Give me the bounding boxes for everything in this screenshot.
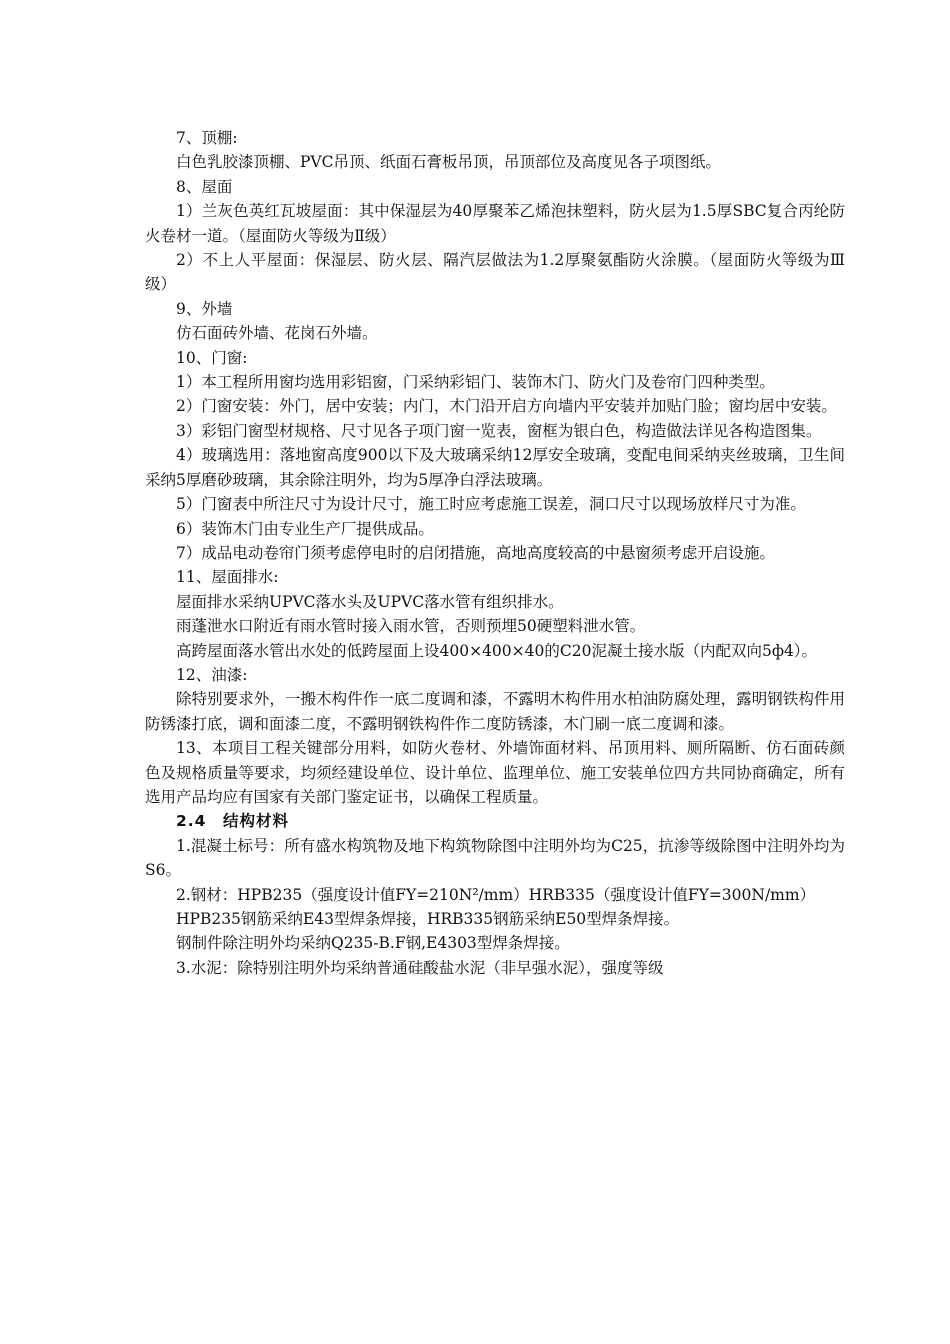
paragraph: 7）成品电动卷帘门须考虑停电时的启闭措施，高地高度较高的中悬窗须考虑开启设施。 — [176, 543, 775, 562]
paragraph: 高跨屋面落水管出水处的低跨屋面上设400×400×40的C20泥凝土接水版（内配双向5ф4）。 — [176, 641, 818, 660]
document-page — [145, 126, 845, 980]
paragraph: 4）玻璃选用：落地窗高度900以下及大玻璃采纳12厚安全玻璃，变配电间采纳夹丝玻璃，卫生间采纳5厚磨砂玻璃，其余除注明外，均为5厚净白浮法玻璃。 — [145, 446, 845, 489]
paragraph: 除特别要求外，一搬木构件作一底二度调和漆，不露明木构件用水柏油防腐处理，露明钢铁构件用防锈漆打底，调和面漆二度，不露明钢铁构件作二度防锈漆，木门刷一底二度调和漆。 — [145, 690, 845, 733]
paragraph: 1.混凝土标号：所有盛水构筑物及地下构筑物除图中注明外均为C25，抗渗等级除图中注明外均为S6。 — [145, 836, 845, 880]
paragraph: 7、顶棚: — [176, 129, 238, 147]
paragraph: 雨蓬泄水口附近有雨水管时接入雨水管，否则预埋50硬塑料泄水管。 — [176, 617, 646, 636]
paragraph: 1）本工程所用窗均选用彩铝窗，门采纳彩铝门、装饰木门、防火门及卷帘门四种类型。 — [176, 373, 775, 392]
paragraph: HPB235钢筋采纳E43型焊条焊接，HRB335钢筋采纳E50型焊条焊接。 — [176, 910, 680, 928]
paragraph: 9、外墙 — [176, 299, 233, 318]
paragraph: 8、屋面 — [176, 177, 233, 196]
paragraph: 10、门窗: — [176, 348, 248, 367]
paragraph: 2）门窗安装：外门，居中安装；内门，木门沿开启方向墙内平安装并加贴门脸；窗均居中安装。 — [176, 397, 837, 416]
paragraph: 13、本项目工程关键部分用料，如防火卷材、外墙饰面材料、吊顶用料、厕所隔断、仿石面砖颜色及规格质量等要求，均须经建设单位、设计单位、监理单位、施工安装单位四方共同协商确定，所有选用产品均应有国家有关部门鉴定证书，以确保工程质量。 — [145, 739, 845, 806]
paragraph: 2）不上人平屋面：保湿层、防火层、隔汽层做法为1.2厚聚氨酯防火涂膜。（屋面防火等级为Ⅲ级） — [145, 251, 845, 294]
paragraph: 3.水泥：除特别注明外均采纳普通硅酸盐水泥（非早强水泥），强度等级 — [176, 958, 664, 977]
paragraph: 2.钢材：HPB235（强度设计值FY=210N²/mm）HRB335（强度设计值FY=300N/mm） — [176, 885, 816, 904]
paragraph: 钢制件除注明外均采纳Q235-B.F钢,E4303型焊条焊接。 — [176, 934, 570, 953]
paragraph: 3）彩铝门窗型材规格、尺寸见各子项门窗一览表，窗框为银白色，构造做法详见各构造图集。 — [176, 421, 822, 440]
paragraph: 白色乳胶漆顶棚、PVC吊顶、纸面石膏板吊顶，吊顶部位及高度见各子项图纸。 — [176, 153, 721, 172]
paragraph: 6）装饰木门由专业生产厂提供成品。 — [176, 519, 434, 538]
section-heading: 2.4 结构材料 — [176, 812, 289, 831]
paragraph: 仿石面砖外墙、花岗石外墙。 — [176, 324, 378, 343]
paragraph: 1）兰灰色英红瓦坡屋面：其中保湿层为40厚聚苯乙烯泡抹塑料，防火层为1.5厚SBC复合丙纶防火卷材一道。（屋面防火等级为Ⅱ级） — [145, 202, 845, 245]
paragraph: 11、屋面排水: — [176, 568, 279, 587]
paragraph: 屋面排水采纳UPVC落水头及UPVC落水管有组织排水。 — [176, 592, 564, 611]
paragraph: 5）门窗表中所注尺寸为设计尺寸，施工时应考虑施工误差，洞口尺寸以现场放样尺寸为准。 — [176, 495, 806, 514]
paragraph: 12、油漆: — [176, 665, 248, 684]
